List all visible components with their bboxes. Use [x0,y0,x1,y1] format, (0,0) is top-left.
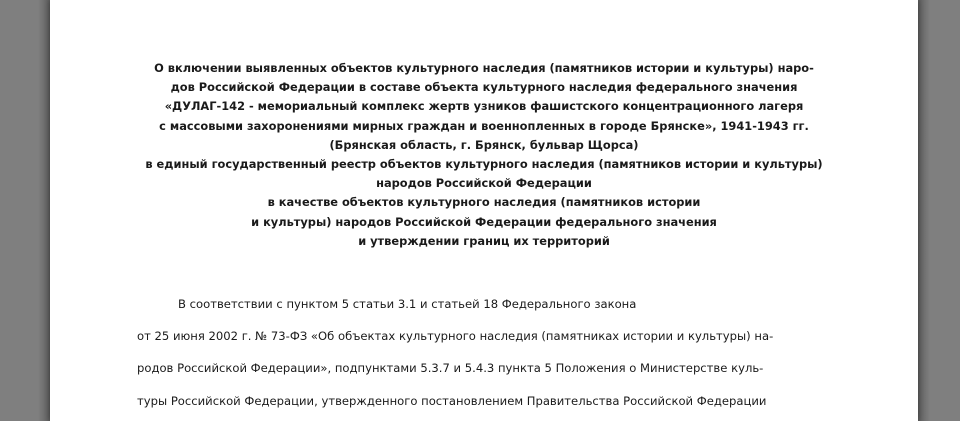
title-line: в единый государственный реестр объектов культурного наследия (памятников истории и культуры) [145,157,823,172]
body-line: родов Российской Федерации», подпунктами 5.3.7 и 5.4.3 пункта 5 Положения о Министерстве куль- [137,361,764,376]
document-page[interactable] [50,0,918,421]
document-body [137,288,837,417]
body-line: В соответствии с пунктом 5 статьи 3.1 и статьей 18 Федерального закона [178,297,637,311]
viewer-background-left [38,0,50,421]
title-line: с массовыми захоронениями мирных граждан и военнопленных в городе Брянске», 1941-1943 гг. [159,118,809,133]
title-line: народов Российской Федерации [376,176,592,191]
document-title [50,59,918,251]
title-line: (Брянская область, г. Брянск, бульвар Щорса) [329,137,639,152]
title-line: и культуры) народов Российской Федерации федерального значения [251,214,717,229]
body-line: туры Российской Федерации, утвержденного постановлением Правительства Российской Федерации [137,393,767,408]
title-line: О включении выявленных объектов культурного наследия (памятников истории и культуры) наро- [154,61,814,75]
title-line: дов Российской Федерации в составе объекта культурного наследия федерального значения [170,80,798,95]
body-line: от 25 июня 2002 г. № 73-ФЗ «Об объектах культурного наследия (памятниках истории и культуры) на- [137,329,774,344]
viewer-background-right [918,0,930,421]
title-line: «ДУЛАГ-142 - мемориальный комплекс жертв узников фашистского концентрационного лагеря [164,99,804,114]
title-line: в качестве объектов культурного наследия (памятников истории [267,195,701,210]
title-line: и утверждении границ их территорий [358,233,610,248]
